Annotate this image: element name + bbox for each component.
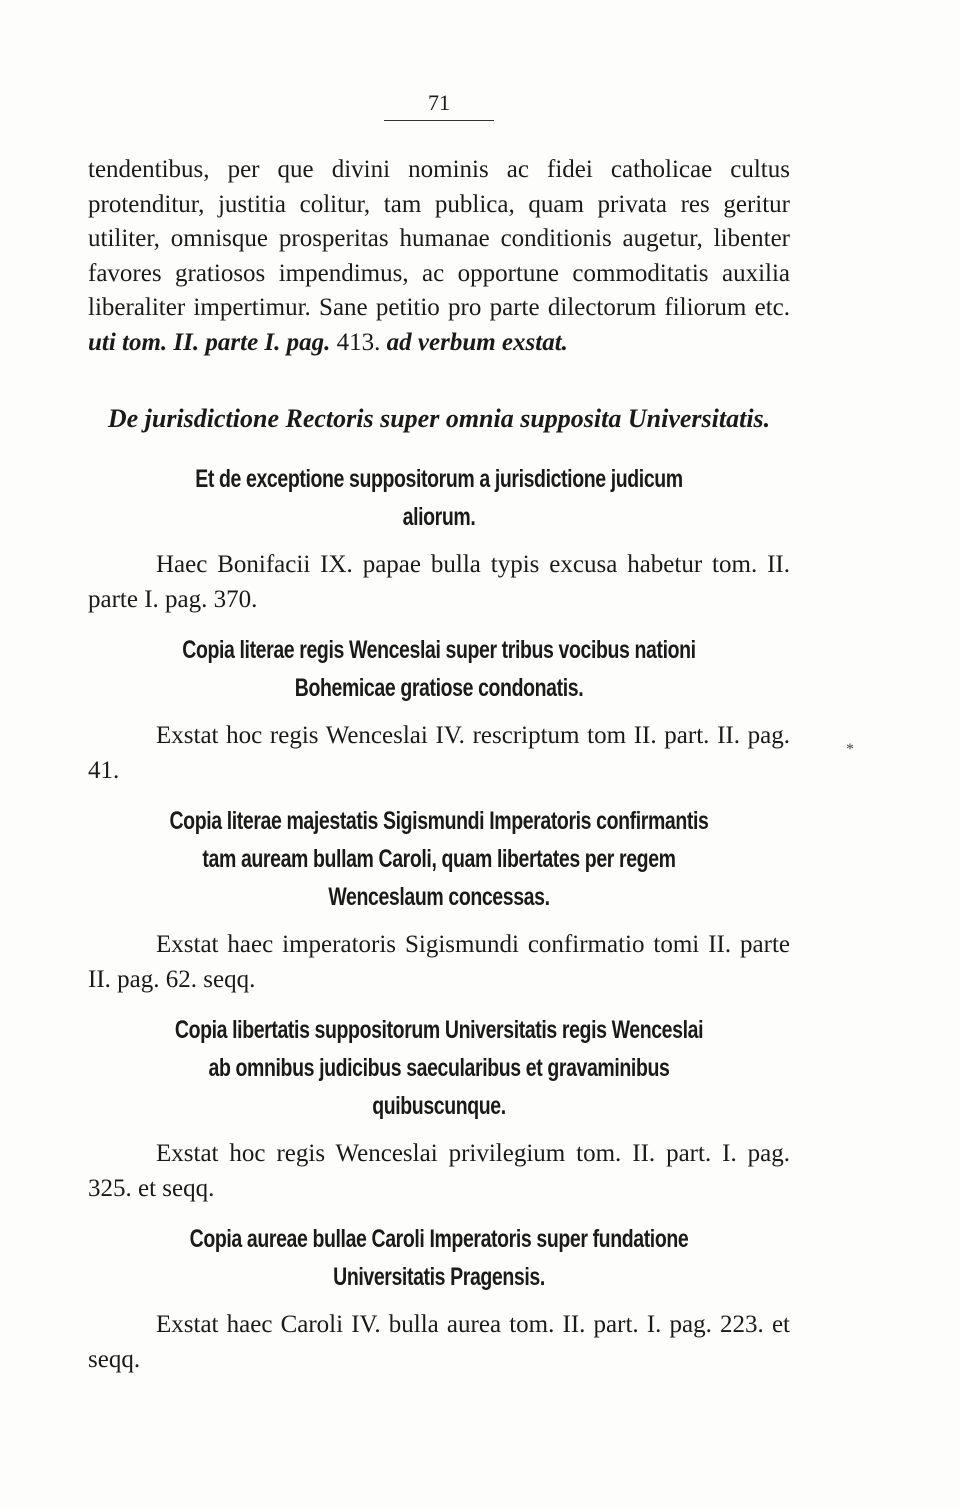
section-heading-aureae-bullae: Copia aureae bullae Caroli Imperatoris super fundatione Universitatis Pragensis. [189,1225,689,1291]
opening-text: tendentibus, per que divini nominis ac fidei catholicae cultus protenditur, justitia colitur, tam publica, quam privata res geritur utiliter, omnisque prosperitas humanae conditionis augetur, libenter favores gratiosos impendimus, ac opportune commoditatis auxilia liberaliter impertimur. Sane petitio pro parte dilectorum filiorum etc. [88,156,790,321]
section-subheading-exception: Et de exceptione suppositorum a jurisdictione judicum aliorum. [195,465,683,531]
page [88,90,790,1377]
reference-page: 413. [330,328,387,356]
section-body-sigismundi: Exstat haec imperatoris Sigismundi confirmatio tomi II. parte II. pag. 62. seqq. [88,931,790,993]
verbum-italic: ad verbum exstat. [386,328,568,356]
margin-mark: * [846,741,854,758]
section-body-aureae-bullae: Exstat haec Caroli IV. bulla aurea tom. II. part. I. pag. 223. et seqq. [88,1311,790,1373]
page-number-rule [384,120,494,121]
section-body-bonifacii: Haec Bonifacii IX. papae bulla typis excusa habetur tom. II. parte I. pag. 370. [88,551,790,613]
section-body-libertatis: Exstat hoc regis Wenceslai privilegium tom. II. part. I. pag. 325. et seqq. [88,1140,790,1202]
section-heading-sigismundi: Copia literae majestatis Sigismundi Imperatoris confirmantis tam auream bullam Caroli, quam libertates per regem Wenceslaum concessas. [169,807,709,911]
opening-paragraph [88,153,790,360]
section-body-wenceslai: Exstat hoc regis Wenceslai IV. rescriptum tom II. part. II. pag. 41. [88,722,790,784]
reference-italic: uti tom. II. parte I. pag. [88,328,331,356]
section-heading-jurisdiction: De jurisdictione Rectoris super omnia supposita Universitatis. [107,404,771,433]
section-heading-libertatis: Copia libertatis suppositorum Universitatis regis Wenceslai ab omnibus judicibus saecularibus et gravaminibus quibuscunque. [174,1016,704,1120]
page-number: 71 [428,90,450,115]
section-heading-wenceslai: Copia literae regis Wenceslai super tribus vocibus nationi Bohemicae gratiose condonatis. [182,636,696,702]
